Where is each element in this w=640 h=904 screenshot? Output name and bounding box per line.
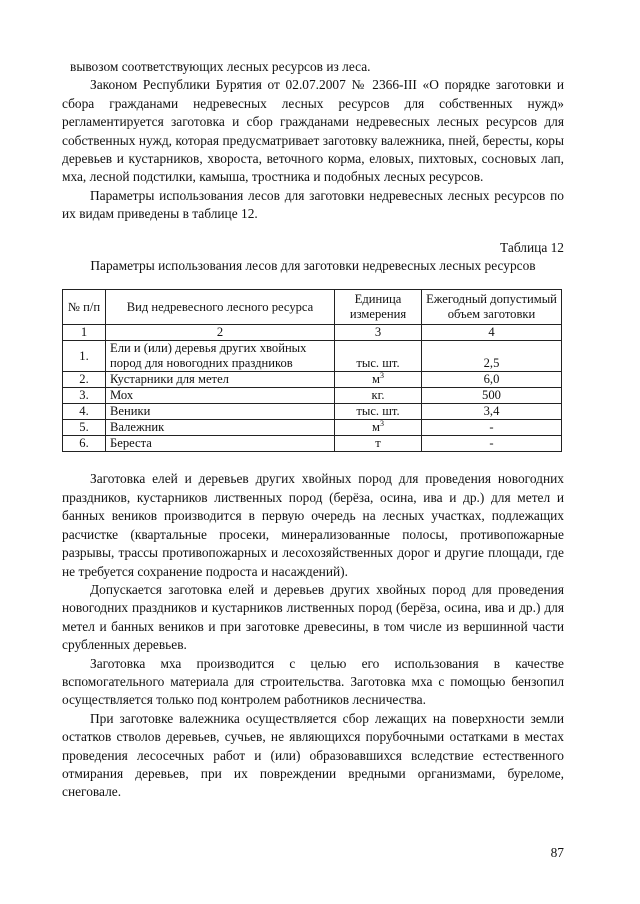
- table-row: [63, 404, 562, 420]
- index-cell: 4: [422, 325, 562, 341]
- index-cell: 3: [335, 325, 422, 341]
- row-unit: кг.: [335, 388, 422, 404]
- row-volume: 6,0: [422, 372, 562, 388]
- body-text-bottom: [62, 470, 564, 801]
- resources-table: [62, 289, 562, 452]
- header-volume: Ежегодный допустимый объем заготовки: [422, 290, 562, 325]
- header-kind: Вид недревесного лесного ресурса: [106, 290, 335, 325]
- document-page: [62, 58, 564, 802]
- row-kind: Береста: [106, 436, 335, 452]
- table-row: [63, 341, 562, 372]
- row-unit: $м^3$: [335, 420, 422, 436]
- row-number: 1.: [63, 341, 106, 372]
- row-number: 6.: [63, 436, 106, 452]
- header-number: № п/п: [63, 290, 106, 325]
- row-kind: Кустарники для метел: [106, 372, 335, 388]
- row-unit: $м^3$: [335, 372, 422, 388]
- index-cell: 1: [63, 325, 106, 341]
- paragraph-moss-harvest: Заготовка мха производится с целью его использования в качестве вспомогательного материала для строительства. Заготовка мха с помощью бензопил осуществляется только под контролем работников лесничества.: [62, 655, 564, 708]
- row-number: 3.: [63, 388, 106, 404]
- row-number: 4.: [63, 404, 106, 420]
- table-header-row: [63, 290, 562, 325]
- index-cell: 2: [106, 325, 335, 341]
- page-number: 87: [550, 845, 564, 860]
- row-unit: тыс. шт.: [335, 404, 422, 420]
- row-volume: 2,5: [422, 341, 562, 372]
- table-index-row: [63, 325, 562, 341]
- paragraph-continuation: вывозом соответствующих лесных ресурсов из леса.: [70, 59, 371, 74]
- table-row: [63, 436, 562, 452]
- row-volume: 3,4: [422, 404, 562, 420]
- row-kind: Веники: [106, 404, 335, 420]
- row-volume: -: [422, 420, 562, 436]
- row-unit: т: [335, 436, 422, 452]
- paragraph-deadwood-harvest: При заготовке валежника осуществляется сбор лежащих на поверхности земли остатков стволов деревьев, сучьев, не являющихся порубочными остатками в местах проведения лесосечных работ и (или) образовавшихся вследствие естественного отмирания деревьев, при их повреждении вредными организмами, буреломе, снеговале.: [62, 710, 564, 800]
- row-volume: -: [422, 436, 562, 452]
- row-kind: Валежник: [106, 420, 335, 436]
- row-number: 2.: [63, 372, 106, 388]
- table-row: [63, 388, 562, 404]
- row-volume: 500: [422, 388, 562, 404]
- table-caption-title: Параметры использования лесов для заготовки недревесных лесных ресурсов: [90, 258, 536, 274]
- row-unit: тыс. шт.: [335, 341, 422, 372]
- table-row: [63, 420, 562, 436]
- paragraph-table-ref: Параметры использования лесов для заготовки недревесных лесных ресурсов по их видам приведены в таблице 12.: [62, 187, 564, 222]
- paragraph-law: Законом Республики Бурятия от 02.07.2007 № 2366-III «О порядке заготовки и сбора гражданами недревесных лесных ресурсов для собственных нужд» регламентируется заготовка и сбор гражданами недревесных лесных ресурсов для собственных нужд, которая предусматривает заготовку валежника, пней, бересты, коры деревьев и кустарников, хвороста, веточного корма, еловых, пихтовых, сосновых лап, мха, лесной подстилки, камыша, тростника и подобных лесных ресурсов.: [62, 77, 564, 185]
- paragraph-allowed-harvest: Допускается заготовка елей и деревьев других хвойных пород для проведения новогодних праздников и кустарников лиственных пород (берёза, осина, ива и др.) для метел и банных веников и при заготовке древесины, в том числе из вершинной части срубленных деревьев.: [62, 581, 564, 653]
- table-caption-number: Таблица 12: [500, 239, 564, 255]
- row-kind: Мох: [106, 388, 335, 404]
- table-row: [63, 372, 562, 388]
- row-number: 5.: [63, 420, 106, 436]
- paragraph-conifer-harvest: Заготовка елей и деревьев других хвойных пород для проведения новогодних праздников, кустарников лиственных пород (берёза, осина, ива и др.) для метел и банных веников производится в первую очередь на лесных участках, подлежащих расчистке (квартальные просеки, минерализованные полосы, противопожарные разрывы, трассы противопожарных и лесохозяйственных дорог и другие площади, где не требуется сохранение подроста и насаждений).: [62, 471, 564, 579]
- row-kind: Ели и (или) деревья других хвойных пород для новогодних праздников: [106, 341, 335, 372]
- header-unit: Единица измерения: [335, 290, 422, 325]
